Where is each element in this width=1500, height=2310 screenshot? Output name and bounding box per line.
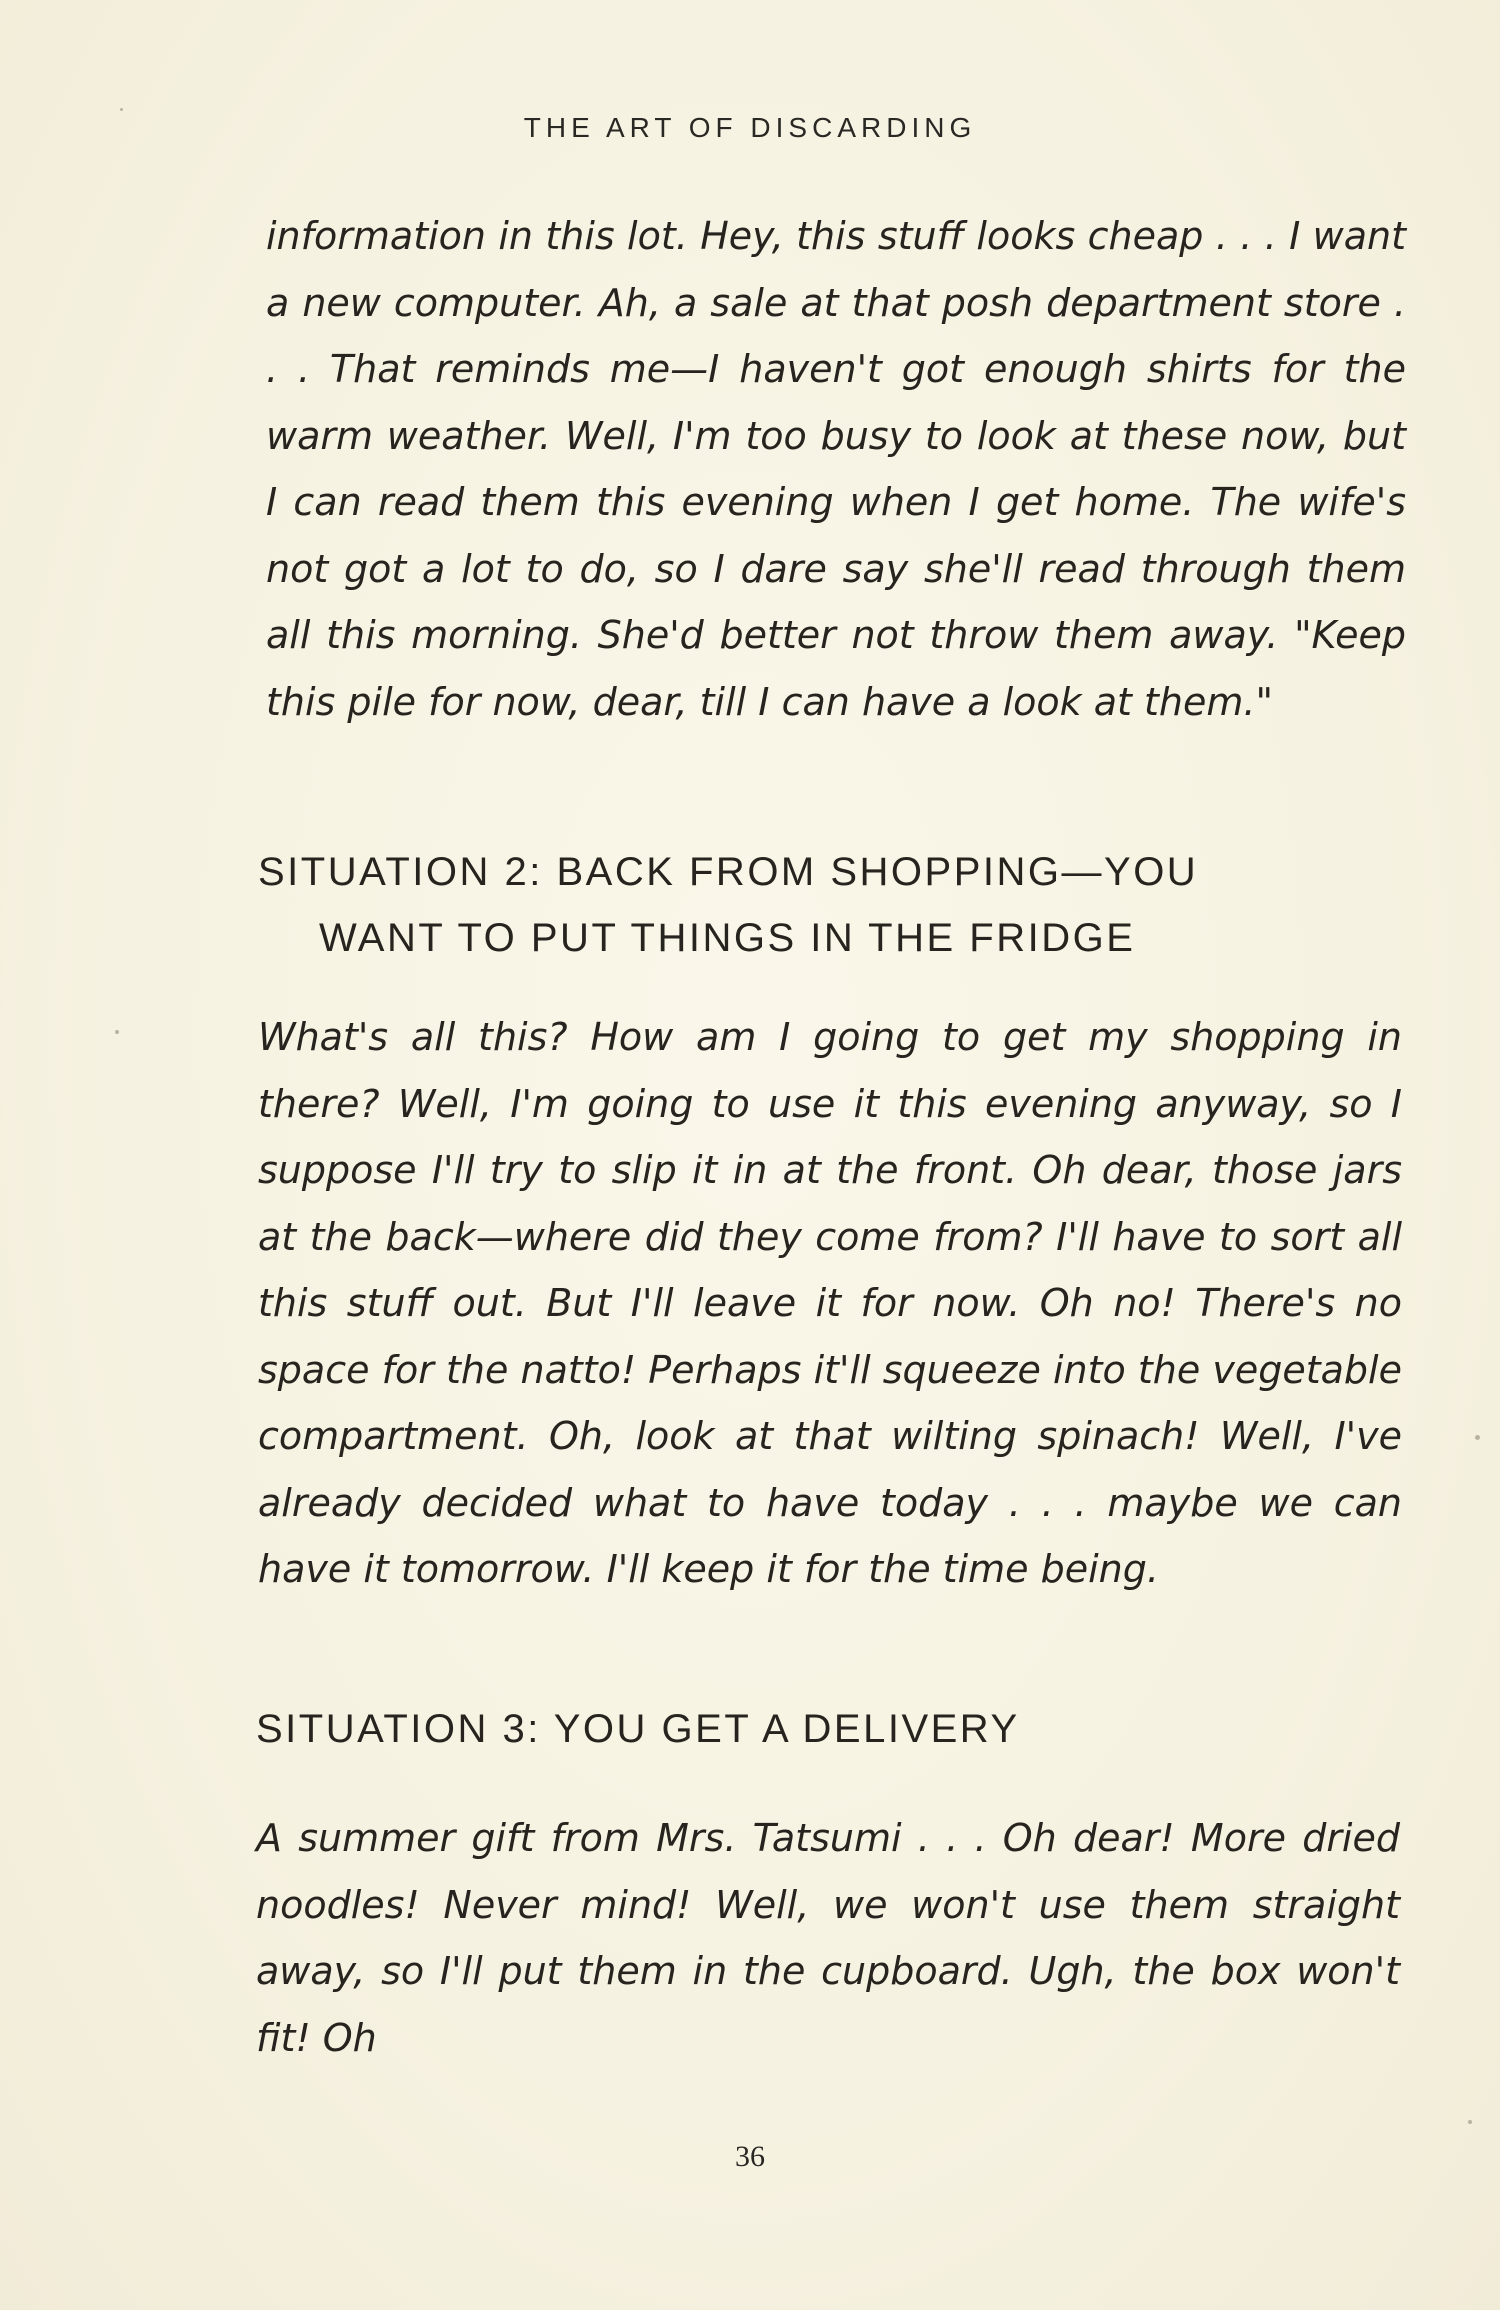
paper-speck — [1475, 1435, 1480, 1440]
situation-2-heading-line-2: WANT TO PUT THINGS IN THE FRIDGE — [319, 916, 1136, 960]
situation-3-paragraph: A summer gift from Mrs. Tatsumi . . . Oh dear! More dried noodles! Never mind! Well, we won't use them straight away, so I'll put them in the cupboard. Ugh, the box won't fit! Oh — [256, 1816, 1400, 2060]
situation-2-paragraph: What's all this? How am I going to get my shopping in there? Well, I'm going to use it this evening anyway, so I suppose I'll try to slip it in at the front. Oh dear, those jars at the back—where did they come from? I'll have to sort all this stuff out. But I'll leave it for now. Oh no! There's no space for the natto! Perhaps it'll squeeze into the vegetable compartment. Oh, look at that wilting spinach! Well, I've already decided what to have today . . . maybe we can have it tomorrow. I'll keep it for the time being. — [258, 1015, 1402, 1591]
paragraph-continued: information in this lot. Hey, this stuff looks cheap . . . I want a new computer. Ah, a sale at that posh department store . . . That reminds me—I haven't got enough shirts for the warm weather. Well, I'm too busy to look at these now, but I can read them this evening when I get home. The wife's not got a lot to do, so I dare say she'll read through them all this morning. She'd better not throw them away. "Keep this pile for now, dear, till I can have a look at them." — [266, 214, 1406, 724]
paper-speck — [115, 1030, 119, 1034]
situation-2-heading-line-1: SITUATION 2: BACK FROM SHOPPING—YOU — [258, 850, 1199, 894]
paper-speck — [1468, 2120, 1472, 2124]
paper-speck — [120, 108, 123, 111]
situation-3-heading: SITUATION 3: YOU GET A DELIVERY — [256, 1707, 1020, 1751]
running-head: THE ART OF DISCARDING — [523, 112, 977, 143]
page-number: 36 — [735, 2140, 765, 2173]
